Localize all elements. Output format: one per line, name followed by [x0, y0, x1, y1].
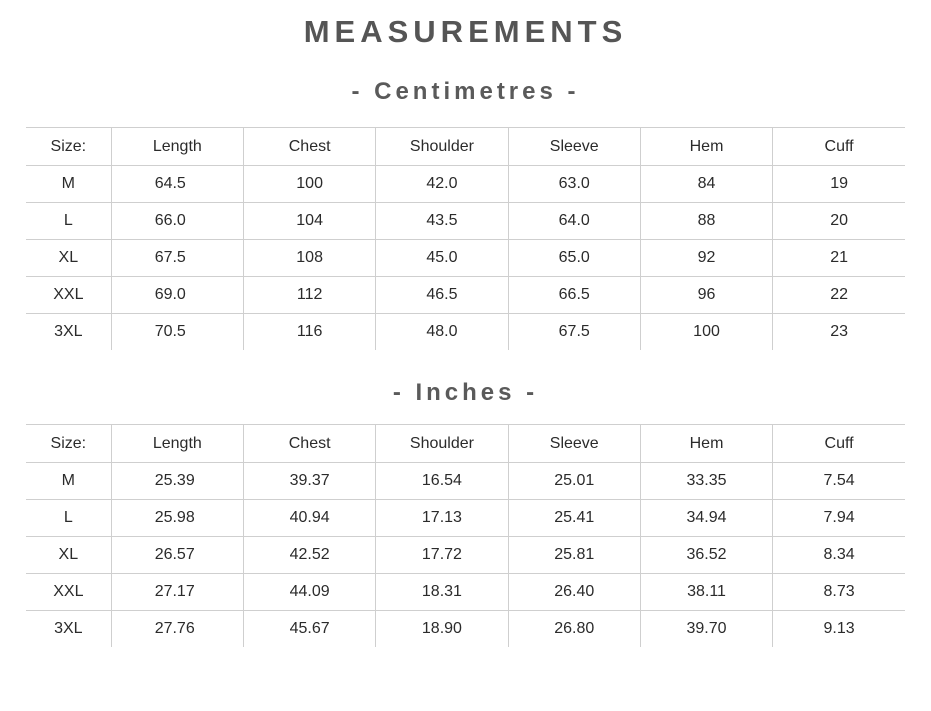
column-header-size: Size:	[26, 425, 111, 463]
column-header-sleeve: Sleeve	[508, 425, 640, 463]
cell-shoulder: 45.0	[376, 240, 508, 277]
cell-shoulder: 43.5	[376, 203, 508, 240]
cell-length: 67.5	[111, 240, 243, 277]
cell-length: 27.76	[111, 611, 243, 648]
cell-length: 26.57	[111, 537, 243, 574]
cell-chest: 116	[243, 314, 375, 351]
cell-chest: 104	[243, 203, 375, 240]
cell-cuff: 22	[773, 277, 905, 314]
column-header-hem: Hem	[640, 425, 772, 463]
cell-length: 25.98	[111, 500, 243, 537]
column-header-shoulder: Shoulder	[376, 128, 508, 166]
column-header-shoulder: Shoulder	[376, 425, 508, 463]
cell-size: XL	[26, 240, 111, 277]
table-row	[26, 463, 905, 500]
cell-chest: 100	[243, 166, 375, 203]
cell-hem: 100	[640, 314, 772, 351]
centimetres-table	[26, 127, 905, 350]
inches-heading: - Inches -	[392, 379, 539, 406]
cell-chest: 112	[243, 277, 375, 314]
cell-size: 3XL	[54, 620, 83, 637]
cell-chest: 39.37	[243, 463, 375, 500]
header-row	[26, 128, 905, 166]
column-header-chest: Chest	[243, 128, 375, 166]
cell-shoulder: 16.54	[376, 463, 508, 500]
cell-cuff: 21	[773, 240, 905, 277]
cell-size: 3XL	[54, 323, 83, 340]
cell-chest: 45.67	[243, 611, 375, 648]
column-header-cuff: Cuff	[773, 425, 905, 463]
cell-sleeve: 63.0	[508, 166, 640, 203]
column-header-chest: Chest	[243, 425, 375, 463]
cell-cuff: 8.73	[773, 574, 905, 611]
cell-sleeve: 66.5	[508, 277, 640, 314]
column-header-hem: Hem	[640, 128, 772, 166]
cell-size: M	[26, 463, 111, 500]
cell-length: 27.17	[111, 574, 243, 611]
cell-sleeve: 25.41	[508, 500, 640, 537]
table-row	[26, 537, 905, 574]
cell-hem: 92	[640, 240, 772, 277]
table-row	[26, 203, 905, 240]
cell-shoulder: 18.31	[376, 574, 508, 611]
cell-length: 64.5	[111, 166, 243, 203]
cell-length: 69.0	[111, 277, 243, 314]
cell-hem: 38.11	[640, 574, 772, 611]
cell-shoulder: 48.0	[376, 314, 508, 351]
cell-shoulder: 46.5	[376, 277, 508, 314]
table-row	[26, 611, 905, 648]
cell-hem: 96	[640, 277, 772, 314]
cell-cuff: 8.34	[773, 537, 905, 574]
column-header-cuff: Cuff	[773, 128, 905, 166]
cell-size: L	[26, 500, 111, 537]
column-header-length: Length	[111, 425, 243, 463]
cell-length: 25.39	[111, 463, 243, 500]
column-header-length: Length	[111, 128, 243, 166]
cell-cuff: 19	[773, 166, 905, 203]
cell-sleeve: 26.80	[508, 611, 640, 648]
cell-sleeve: 64.0	[508, 203, 640, 240]
cell-hem: 88	[640, 203, 772, 240]
column-header-sleeve: Sleeve	[508, 128, 640, 166]
cell-sleeve: 25.01	[508, 463, 640, 500]
cell-hem: 36.52	[640, 537, 772, 574]
cell-length: 66.0	[111, 203, 243, 240]
cell-size: XL	[26, 537, 111, 574]
cell-shoulder: 42.0	[376, 166, 508, 203]
cell-cuff: 23	[773, 314, 905, 351]
cell-chest: 42.52	[243, 537, 375, 574]
cell-chest: 108	[243, 240, 375, 277]
table-row	[26, 500, 905, 537]
cell-size: XXL	[26, 574, 111, 611]
cell-cuff: 7.94	[773, 500, 905, 537]
table-row	[26, 166, 905, 203]
centimetres-heading: - Centimetres -	[351, 78, 580, 105]
cell-hem: 39.70	[640, 611, 772, 648]
table-row	[26, 314, 905, 351]
inches-table	[26, 424, 905, 647]
cell-size: L	[26, 203, 111, 240]
cell-length: 70.5	[111, 314, 243, 351]
cell-sleeve: 26.40	[508, 574, 640, 611]
cell-shoulder: 17.72	[376, 537, 508, 574]
cell-hem: 33.35	[640, 463, 772, 500]
cell-cuff: 20	[773, 203, 905, 240]
cell-size: XXL	[26, 277, 111, 314]
table-row	[26, 240, 905, 277]
cell-hem: 84	[640, 166, 772, 203]
cell-shoulder: 17.13	[376, 500, 508, 537]
cell-sleeve: 25.81	[508, 537, 640, 574]
table-row	[26, 574, 905, 611]
cell-cuff: 7.54	[773, 463, 905, 500]
cell-hem: 34.94	[640, 500, 772, 537]
cell-sleeve: 67.5	[508, 314, 640, 351]
cell-size: M	[26, 166, 111, 203]
cell-chest: 40.94	[243, 500, 375, 537]
cell-sleeve: 65.0	[508, 240, 640, 277]
page-title: MEASUREMENTS	[303, 14, 628, 49]
cell-shoulder: 18.90	[376, 611, 508, 648]
column-header-size: Size:	[26, 128, 111, 166]
cell-chest: 44.09	[243, 574, 375, 611]
cell-cuff: 9.13	[773, 611, 905, 648]
table-row	[26, 277, 905, 314]
header-row	[26, 425, 905, 463]
